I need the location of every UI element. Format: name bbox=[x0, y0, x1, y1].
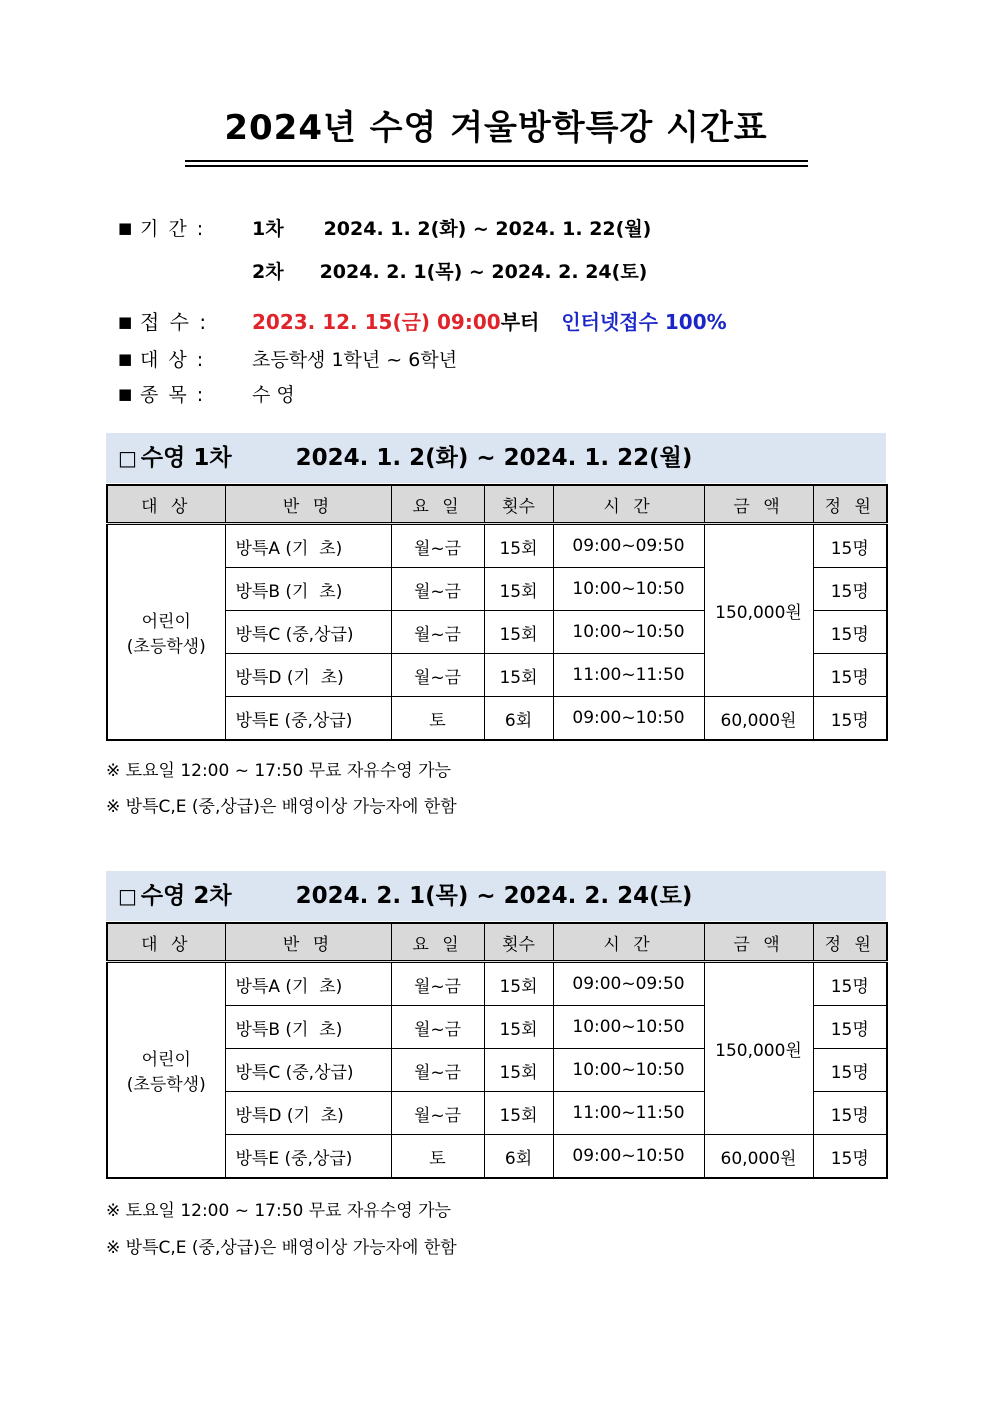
capacity-cell: 15명 bbox=[813, 654, 887, 697]
class-cell: 방특B (기 초) bbox=[225, 568, 391, 611]
price-cell: 60,000원 bbox=[704, 1135, 813, 1179]
time-cell: 09:00~10:50 bbox=[553, 1135, 704, 1179]
days-cell: 월~금 bbox=[391, 568, 484, 611]
days-cell: 월~금 bbox=[391, 654, 484, 697]
square-bullet-icon: ■ bbox=[118, 313, 133, 331]
days-cell: 토 bbox=[391, 697, 484, 741]
time-cell: 09:00~09:50 bbox=[553, 524, 704, 568]
time-cell: 09:00~09:50 bbox=[553, 962, 704, 1006]
note-backstroke: ※ 방특C,E (중,상급)은 배영이상 가능자에 한함 bbox=[106, 797, 457, 817]
period2-dates: 2024. 2. 1(목) ~ 2024. 2. 24(토) bbox=[319, 261, 648, 283]
class-cell: 방특D (기 초) bbox=[225, 1092, 391, 1135]
target-cell: 어린이 (초등학생) bbox=[107, 524, 225, 741]
count-cell: 15회 bbox=[484, 962, 553, 1006]
table-row bbox=[107, 524, 887, 568]
class-cell: 방특E (중,상급) bbox=[225, 1135, 391, 1179]
header-days: 요 일 bbox=[391, 923, 484, 962]
price-cell: 60,000원 bbox=[704, 697, 813, 741]
capacity-cell: 15명 bbox=[813, 611, 887, 654]
class-cell: 방특A (기 초) bbox=[225, 524, 391, 568]
header-price: 금 액 bbox=[704, 923, 813, 962]
capacity-cell: 15명 bbox=[813, 524, 887, 568]
time-cell: 10:00~10:50 bbox=[553, 568, 704, 611]
header-price: 금 액 bbox=[704, 485, 813, 524]
checkbox-icon: □ bbox=[118, 884, 137, 908]
square-bullet-icon: ■ bbox=[118, 219, 133, 237]
section-1-name: 수영 1차 bbox=[140, 445, 232, 471]
section-1-dates: 2024. 1. 2(화) ~ 2024. 1. 22(월) bbox=[295, 445, 693, 471]
days-cell: 월~금 bbox=[391, 1092, 484, 1135]
days-cell: 토 bbox=[391, 1135, 484, 1179]
class-cell: 방특B (기 초) bbox=[225, 1006, 391, 1049]
class-cell: 방특C (중,상급) bbox=[225, 611, 391, 654]
count-cell: 15회 bbox=[484, 654, 553, 697]
count-cell: 15회 bbox=[484, 524, 553, 568]
days-cell: 월~금 bbox=[391, 1006, 484, 1049]
table-row bbox=[107, 962, 887, 1006]
header-days: 요 일 bbox=[391, 485, 484, 524]
checkbox-icon: □ bbox=[118, 446, 137, 470]
schedule-table-2 bbox=[106, 922, 888, 1179]
header-class: 반 명 bbox=[225, 923, 391, 962]
capacity-cell: 15명 bbox=[813, 697, 887, 741]
period1-name: 1차 bbox=[252, 218, 284, 240]
event-label: 종 목 : bbox=[140, 384, 206, 406]
count-cell: 6회 bbox=[484, 1135, 553, 1179]
header-capacity: 정 원 bbox=[813, 485, 887, 524]
period1-dates: 2024. 1. 2(화) ~ 2024. 1. 22(월) bbox=[323, 218, 652, 240]
capacity-cell: 15명 bbox=[813, 1135, 887, 1179]
class-cell: 방특A (기 초) bbox=[225, 962, 391, 1006]
capacity-cell: 15명 bbox=[813, 1092, 887, 1135]
class-cell: 방특C (중,상급) bbox=[225, 1049, 391, 1092]
capacity-cell: 15명 bbox=[813, 962, 887, 1006]
note-free-swim: ※ 토요일 12:00 ~ 17:50 무료 자유수영 가능 bbox=[106, 761, 451, 781]
capacity-cell: 15명 bbox=[813, 1006, 887, 1049]
header-count: 횟수 bbox=[484, 485, 553, 524]
period2-name: 2차 bbox=[252, 261, 284, 283]
info-target-row bbox=[118, 345, 457, 372]
days-cell: 월~금 bbox=[391, 962, 484, 1006]
table-header-row bbox=[107, 485, 887, 524]
square-bullet-icon: ■ bbox=[118, 385, 133, 403]
reception-label: 접 수 : bbox=[140, 310, 209, 334]
page-title: 2024년 수영 겨울방학특강 시간표 bbox=[224, 108, 768, 148]
time-cell: 10:00~10:50 bbox=[553, 611, 704, 654]
section-2-name: 수영 2차 bbox=[140, 883, 232, 909]
note-backstroke: ※ 방특C,E (중,상급)은 배영이상 가능자에 한함 bbox=[106, 1238, 457, 1258]
title-underline-second bbox=[185, 165, 808, 167]
title-underline bbox=[185, 160, 808, 162]
info-event-row bbox=[118, 380, 295, 407]
header-count: 횟수 bbox=[484, 923, 553, 962]
price-cell: 150,000원 bbox=[704, 524, 813, 697]
time-cell: 10:00~10:50 bbox=[553, 1006, 704, 1049]
header-time: 시 간 bbox=[553, 923, 704, 962]
info-period-row bbox=[118, 214, 651, 241]
info-period2-row bbox=[118, 257, 647, 284]
reception-date: 2023. 12. 15(금) 09:00 bbox=[252, 310, 501, 334]
time-cell: 09:00~10:50 bbox=[553, 697, 704, 741]
time-cell: 11:00~11:50 bbox=[553, 654, 704, 697]
header-class: 반 명 bbox=[225, 485, 391, 524]
count-cell: 15회 bbox=[484, 611, 553, 654]
info-reception-row bbox=[118, 306, 727, 335]
target-cell: 어린이 (초등학생) bbox=[107, 962, 225, 1179]
reception-method: 인터넷접수 100% bbox=[561, 310, 727, 334]
period-label: 기 간 : bbox=[140, 218, 206, 240]
days-cell: 월~금 bbox=[391, 524, 484, 568]
section-2-dates: 2024. 2. 1(목) ~ 2024. 2. 24(토) bbox=[295, 883, 693, 909]
section-1-header bbox=[106, 433, 886, 483]
count-cell: 6회 bbox=[484, 697, 553, 741]
square-bullet-icon: ■ bbox=[118, 350, 133, 368]
count-cell: 15회 bbox=[484, 1049, 553, 1092]
count-cell: 15회 bbox=[484, 1006, 553, 1049]
reception-suffix: 부터 bbox=[500, 310, 540, 334]
section-2-header bbox=[106, 871, 886, 921]
days-cell: 월~금 bbox=[391, 1049, 484, 1092]
class-cell: 방특D (기 초) bbox=[225, 654, 391, 697]
days-cell: 월~금 bbox=[391, 611, 484, 654]
count-cell: 15회 bbox=[484, 1092, 553, 1135]
note-free-swim: ※ 토요일 12:00 ~ 17:50 무료 자유수영 가능 bbox=[106, 1201, 451, 1221]
table-header-row bbox=[107, 923, 887, 962]
price-cell: 150,000원 bbox=[704, 962, 813, 1135]
header-time: 시 간 bbox=[553, 485, 704, 524]
capacity-cell: 15명 bbox=[813, 568, 887, 611]
time-cell: 10:00~10:50 bbox=[553, 1049, 704, 1092]
capacity-cell: 15명 bbox=[813, 1049, 887, 1092]
header-target: 대 상 bbox=[107, 485, 225, 524]
event-value: 수 영 bbox=[252, 384, 295, 406]
class-cell: 방특E (중,상급) bbox=[225, 697, 391, 741]
header-target: 대 상 bbox=[107, 923, 225, 962]
time-cell: 11:00~11:50 bbox=[553, 1092, 704, 1135]
count-cell: 15회 bbox=[484, 568, 553, 611]
target-value: 초등학생 1학년 ~ 6학년 bbox=[252, 349, 458, 371]
header-capacity: 정 원 bbox=[813, 923, 887, 962]
target-label: 대 상 : bbox=[140, 349, 206, 371]
schedule-table-1 bbox=[106, 484, 888, 741]
